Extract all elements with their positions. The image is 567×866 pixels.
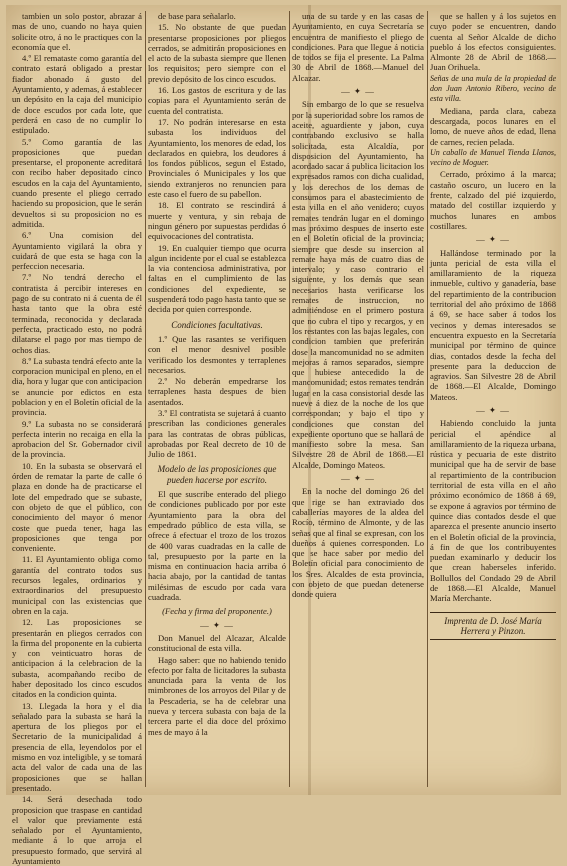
separator: — ✦ —	[200, 619, 234, 630]
signature-line: (Fecha y firma del proponente.)	[162, 606, 272, 617]
separator: — ✦ —	[476, 234, 510, 245]
paragraph: 19. En cualquier tiempo que ocurra algun incidente por el cual se establezca la via contenciosa administrativa, por faltas en el cumplimiento de las condiciones del expediente, se suspenderá todo pago hasta tanto que se decida por quien corresponde.	[148, 242, 286, 315]
notice-caption: Un caballo de Manuel Tienda Llanos, vecino de Moguer.	[430, 147, 556, 168]
paragraph: 13. Llegada la hora y el dia señalado para la subasta se hará la apertura de los pliegos por el Secretario de la municipalidad á presencia de ella, leyendolos por el mismo en voz inteligible, y se tomará acta del valor de cada una de las proposiciones que se hallan presentado.	[12, 700, 142, 793]
paragraph: 9.º La subasta no se considerará perfecta interin no recaiga en ella la aprobacion del Sr. Gobernador civil de la provincia.	[12, 418, 142, 460]
column-rule	[427, 11, 428, 787]
section-heading: Condiciones facultativas.	[171, 319, 263, 330]
paragraph: 8.º La subasta tendrá efecto ante la corporacion municipal en pleno, en el dia, hora y lugar que con anticipacion se anuncie por edictos en esta poblacion y en el Boletín oficial de la provincia.	[12, 355, 142, 418]
paragraph: El que suscribe enterado del pliego de condiciones publicado por por este Ayuntamiento para la obra del empedrado público de esta villa, se ofrece á efectuar el trozo de los trozos de 400 varas cuadradas en la calle de tal, presupuesto por la parte en la misma en continuacion hacia arriba ó hacia abajo, por la cantidad de tantas milésimas de escudo por cada vara cuadrada.	[148, 489, 286, 603]
paragraph: de base para señalarlo.	[158, 11, 236, 21]
paragraph: 7.º No tendrá derecho el contratista á percibir intereses en pago de su contrato ni á cuenta de él hasta tanto que la obra esté terminada, reconocida y declarada perfecta, practicado esto, no podrá dilatarse el pago por mas tiempo de ochos dias.	[12, 272, 142, 355]
separator: — ✦ —	[476, 404, 510, 415]
paragraph: 1.º Que las rasantes se verifiquen con el menor desnivel posible verificado los desmontes y terraplenes necesarios.	[148, 333, 286, 375]
paragraph: Mediana, parda clara, cabeza descargada, pocos lunares en el lomo, de nueve años de edad, llena de carnes, recien pelada.	[430, 105, 556, 147]
paragraph: Don Manuel del Alcazar, Alcalde constitucional de esta villa.	[148, 632, 286, 654]
column-3	[292, 11, 424, 787]
paragraph: 18. El contrato se rescindirá á muerte y ventura, y sin rebaja de ningun género por supuestas perdidas ó equivocaciones del contratista.	[148, 200, 286, 242]
paragraph: 4.º El remataste como garantía del contrato estará obligado a prestar fiador abonado á gusto del Ayuntamiento, y ademas, á establecer un depósito en la caja del municipio de doce escudos por cada lote, que perderá en caso de no cumplir lo estipulado.	[12, 53, 142, 136]
separator: — ✦ —	[341, 473, 375, 484]
column-1	[12, 11, 142, 866]
column-rule	[289, 11, 290, 787]
column-2	[148, 11, 286, 787]
paragraph: Habiendo concluido la junta pericial el apéndice al amillaramiento de la riqueza urbana, rústica y pecuaria de este distrito municipal que ha de servir de base al repartimiento de la contribucion territorial de esta villa en el año próximo económico de 1868 á 69, se expone á agravios por término de quince dias contados desde el que aparezca el presente anuncio inserto en el Boletín oficial de la provincia, á fin de que los contribuyentes puedan examinarlo y deducir los que crean haberseles inferido. Bollullos del Condado 29 de Abril de 1868.—El Alcalde, Manuel María Merchante.	[430, 418, 556, 604]
paragraph: 2.º No deberán empedrarse los terraplenes hasta despues de bien asentados.	[148, 376, 286, 407]
imprint-line: Imprenta de D. José María Herrera y Pinzon.	[430, 612, 556, 641]
column-rule	[145, 11, 146, 787]
paragraph: 3.º El contratista se sujetará á cuanto prescriban las condiciones generales para las contratas de obras públicas, aprobadas por Real decreto de 10 de Julio de 1861.	[148, 407, 286, 460]
paragraph: 6.º Una comision del Ayuntamiento vigilará la obra y cuidará de que esta se haga con la perfeccion necesaria.	[12, 230, 142, 272]
paragraph: una de su tarde y en las casas de Ayuntamiento, en cuya Secretaría se encuentra de manifiesto el pliego de condiciones. Para que llegue á noticia de todos se fija el presente. La Palma 30 de Abril de 1868.—Manuel del Alcazar.	[292, 11, 424, 83]
paragraph: que se hallen y á los sujetos en cuyo poder se encuentren, dando cuenta al Señor Alcalde de dicho pueblo á los efectos consiguientes. Almonte 28 de Abril de 1868.—Juan Orihuela.	[430, 11, 556, 73]
paragraph: 11. El Ayuntamiento obliga como garantía del contrato todos sus recursos legales, ordinarios y extraordinarios del presupuesto municipal con las existencias que obren en la caja.	[12, 554, 142, 616]
paragraph: Hallándose terminado por la junta pericial de esta villa el amillaramiento de la riqueza inmueble, cultivo y ganadería, base del repartimiento de la contribucion territorial del año próximo de 1868 á 69, se hace saber á todos los vecinos y demas interesados se encuentra expuesto en la Secretaría municipal por término de quince dias, contados desde la fecha del presente para la deduccion de agravios. San Silvestre 28 de Abril de 1868.—El Alcalde, Domingo Mateos.	[430, 247, 556, 402]
newspaper-page	[6, 5, 561, 866]
paragraph: 16. Los gastos de escritura y de las copias para el Ayuntamiento serán de cuenta del contratista.	[148, 85, 286, 116]
paragraph: Hago saber: que no habiendo tenido efecto por falta de licitadores la subasta anunciada para la venta de los mimbrones de los arroyos del Pilar y de la Pescaderia, se ha de celebrar una nueva y tercera subasta con baja de la tercera parte el dia doce del próximo mes de mayo á la	[148, 654, 286, 737]
paragraph: 12. Las proposiciones se presentarán en pliegos cerrados con la firma del proponente en la cubierta y con veinticuatro horas de anticipacion á la celebracion de la subasta, acompañando recibo de haber depositado los cinco escudos citados en la condicion quinta.	[12, 617, 142, 700]
paragraph: Sin embargo de lo que se resuelva por la superioridad sobre los ramos de aceite, aguardiente y jabon, cuya contrabando exclusivo se halla solicitada, esta Alcaldía, por disposicion del Ayuntamiento, ha acordado sacar á publica licitacion los expresados ramos con dicha cualidad, y los derechos de los demas de consumos para el abastecimiento de esta villa en el año venidero; cuyos remates tendrán lugar en el domingo mas próximo despues de inserto este en el Boletín oficial de la provincia; siempre que desde su insercion al remate haya más de cuatro dias de intervalo; y caso contrario el siguiente, y los demás que sean necesarios hasta verificarse los remates de instruccion, no admitiéndose en el primero postura que no cubra el tipo y recargos, y en los restantes con las bajas legales, con condicion tambien que preferirán dose la mancomunidad no se admiten mejoras á ramos separados, siempre que hubiese antecedido la de mancomunidad; estos remates tendrán lugar en la casa consistorial desde las nueve á diez de la noche de los que correspondan; y bajo el tipo y condiciones que constan del expediente oportuno que se hallará de manifiesto sobre la mesa. San Silvestre 28 de Abril de 1868.—El Alcalde, Domingo Mateos.	[292, 99, 424, 470]
paragraph: tambien un solo postor, abrazar á mas de uno, cuando no haya quien solicite otro, á no le practiques con la economía que el.	[12, 11, 142, 52]
paragraph: 5.º Como garantía de las proposiciones que puedan presentarse, el proponente acreditará con recibo haber depositado cinco escudos en la caja del Ayuntamiento, cuando presente el pliego cerrado haciendo su proposicion, que le serán devueltos si su proposicion no es admitida.	[12, 136, 142, 229]
separator: — ✦ —	[341, 86, 375, 97]
paragraph: 15. No obstante de que puedan presentarse proposiciones por pliegos cerrados, se admitirán proposiciones en el acto de la subasta siempre que llenen los requisitos; pero siempre con el previo depósito de los cinco escudos.	[148, 22, 286, 84]
column-4	[430, 11, 556, 787]
notice-caption: Señas de una mula de la propiedad de don Juan Antonio Ribero, vecino de esta villa.	[430, 73, 556, 104]
paragraph: 10. En la subasta se observará el órden de rematar la parte de calle ó plaza en donde ha de practicarse el lote del empedrado que se subaste, con objeto de que el público, con conocimiento del mayor ó menor coste que pueda tener, haga las proposiciones que tenga por conveniente.	[12, 460, 142, 554]
paragraph: Cerrado, próximo á la marca; castaño oscuro, un lucero en la frente, calzado del pié izquierdo, matado del costillar izquierdo y muchos lunares en ambos costillares.	[430, 169, 556, 231]
section-heading: Modelo de las proposiciones que pueden hacerse por escrito.	[157, 464, 277, 485]
paragraph: En la noche del domingo 26 del que rige se han extraviado dos caballerías mayores de la aldea del Rocío, término de Almonte, y de las señas que al final se expresan, con los dueños á quienes corresponden. Lo que se hace saber por medio del Boletín oficial para conocimiento de los Sres. Alcaldes de esta provincia, con objeto de que puedan detenerse donde quiera	[292, 486, 424, 600]
paragraph: 14. Será desechada todo proposicion que traspase en cantidad el valor que previamente está señalado por el Ayuntamiento, mediante á lo que arroja el presupuesto formado, que servirá al Ayuntamiento	[12, 794, 142, 866]
paragraph: 17. No podrán interesarse en esta subasta los individuos del Ayuntamiento, los menores de edad, los declarados en quiebra, los deudores á los fondos públicos, segun el Estado, Provinciales ó Municipales y los que siendo extranjeros no renuncien para este caso el fuero de su pabellon.	[148, 116, 286, 200]
